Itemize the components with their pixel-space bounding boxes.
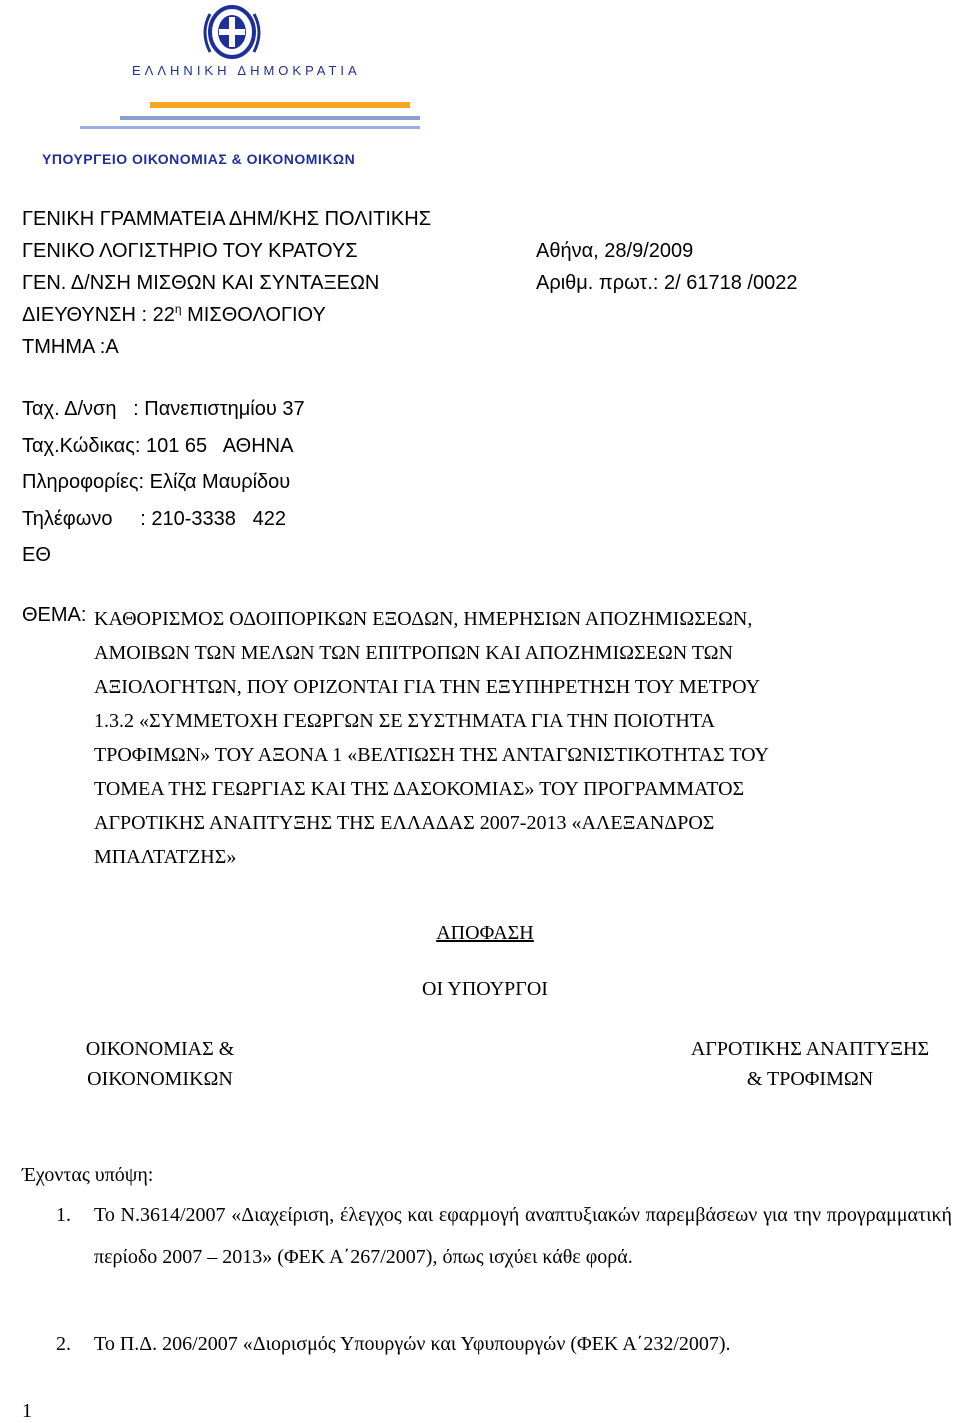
item-text: Το Π.Δ. 206/2007 «Διορισμός Υπουργών και Υφυπουργών (ΦΕΚ Α΄232/2007).	[94, 1333, 731, 1355]
logo-stripe	[80, 126, 420, 129]
address-postal: Ταχ.Κώδικας: 101 65 ΑΘΗΝΑ	[22, 434, 294, 457]
subject-line: ΚΑΘΟΡΙΣΜΟΣ ΟΔΟΙΠΟΡΙΚΩΝ ΕΞΟΔΩΝ, ΗΜΕΡΗΣΙΩΝ ΑΠΟΖΗΜΙΩΣΕΩΝ,	[94, 608, 753, 630]
issuer-line: ΓΕΝΙΚΗ ΓΡΑΜΜΑΤΕΙΑ ΔΗΜ/ΚΗΣ ΠΟΛΙΤΙΚΗΣ	[22, 208, 432, 230]
subject-line: ΑΜΟΙΒΩΝ ΤΩΝ ΜΕΛΩΝ ΤΩΝ ΕΠΙΤΡΟΠΩΝ ΚΑΙ ΑΠΟΖΗΜΙΩΣΕΩΝ ΤΩΝ	[94, 642, 733, 664]
subject-label: ΘΕΜΑ:	[22, 604, 87, 626]
protocol-number: Αριθμ. πρωτ.: 2/ 61718 /0022	[536, 272, 798, 294]
considering-item	[56, 1333, 952, 1373]
considering-label: Έχοντας υπόψη:	[22, 1164, 154, 1186]
ministers-heading: ΟΙ ΥΠΟΥΡΓΟΙ	[422, 978, 548, 1000]
date-block	[536, 240, 797, 304]
subject-line: ΜΠΑΛΤΑΤΖΗΣ»	[94, 846, 237, 868]
item-text: Το Ν.3614/2007 «Διαχείριση, έλεγχος και εφαρμογή αναπτυξιακών παρεμβάσεων για την προγραμματική περίοδο 2007 – 2013» (ΦΕΚ Α΄267/2007), όπως ισχύει κάθε φορά.	[94, 1204, 952, 1268]
item-number: 1.	[56, 1204, 71, 1226]
issuer-block	[22, 208, 431, 368]
logo-line2: ΥΠΟΥΡΓΕΙΟ ΟΙΚΟΝΟΜΙΑΣ & ΟΙΚΟΝΟΜΙΚΩΝ	[42, 151, 356, 167]
address-block	[22, 398, 305, 581]
directorate-line: ΔΙΕΥΘΥΝΣΗ : $22^\eta$ ΜΙΣΘΟΛΟΓΙΟΥ	[22, 302, 326, 326]
issuer-line: ΓΕΝΙΚΟ ΛΟΓΙΣΤΗΡΙΟ ΤΟΥ ΚΡΑΤΟΥΣ	[22, 240, 358, 262]
subject-line: ΑΞΙΟΛΟΓΗΤΩΝ, ΠΟΥ ΟΡΙΖΟΝΤΑΙ ΓΙΑ ΤΗΝ ΕΞΥΠΗΡΕΤΗΣΗ ΤΟΥ ΜΕΤΡΟΥ	[94, 676, 761, 698]
issuer-line: ΓΕΝ. Δ/ΝΣΗ ΜΙΣΘΩΝ ΚΑΙ ΣΥΝΤΑΞΕΩΝ	[22, 272, 380, 294]
subject-line: 1.3.2 «ΣΥΜΜΕΤΟΧΗ ΓΕΩΡΓΩΝ ΣΕ ΣΥΣΤΗΜΑΤΑ ΓΙΑ ΤΗΝ ΠΟΙΟΤΗΤΑ	[94, 710, 715, 732]
decision-title: ΑΠΟΦΑΣΗ	[436, 922, 534, 944]
subject-line: ΤΡΟΦΙΜΩΝ» ΤΟΥ ΑΞΟΝΑ 1 «ΒΕΛΤΙΩΣΗ ΤΗΣ ΑΝΤΑΓΩΝΙΣΤΙΚΟΤΗΤΑΣ ΤΟΥ	[94, 744, 769, 766]
address-phone: Τηλέφωνο : 210-3338 422	[22, 507, 286, 530]
subject-line: ΑΓΡΟΤΙΚΗΣ ΑΝΑΠΤΥΞΗΣ ΤΗΣ ΕΛΛΑΔΑΣ 2007-2013 «ΑΛΕΞΑΝΔΡΟΣ	[94, 812, 715, 834]
logo-stripe	[150, 102, 410, 108]
document-date: Αθήνα, 28/9/2009	[536, 240, 694, 262]
item-number: 2.	[56, 1333, 71, 1355]
minister-agriculture: ΑΓΡΟΤΙΚΗΣ ΑΝΑΠΤΥΞΗΣ & ΤΡΟΦΙΜΩΝ	[690, 1038, 930, 1090]
subject-line: ΤΟΜΕΑ ΤΗΣ ΓΕΩΡΓΙΑΣ ΚΑΙ ΤΗΣ ΔΑΣΟΚΟΜΙΑΣ» ΤΟΥ ΠΡΟΓΡΑΜΜΑΤΟΣ	[94, 778, 745, 800]
logo-line1: ΕΛΛΗΝΙΚΗ ΔΗΜΟΚΡΑΤΙΑ	[132, 63, 361, 78]
minister-finance: ΟΙΚΟΝΟΜΙΑΣ & ΟΙΚΟΝΟΜΙΚΩΝ	[85, 1038, 235, 1090]
page-number: 1	[22, 1400, 32, 1422]
logo-stripe	[120, 116, 420, 120]
ministry-logo	[40, 4, 430, 174]
greek-state-emblem-icon	[40, 4, 430, 174]
subject-body	[94, 602, 958, 874]
address-info: Πληροφορίες: Ελίζα Μαυρίδου	[22, 471, 291, 493]
address-code: ΕΘ	[22, 544, 51, 566]
considering-item	[56, 1204, 952, 1330]
address-street: Ταχ. Δ/νση : Πανεπιστημίου 37	[22, 398, 305, 420]
section-line: ΤΜΗΜΑ :Α	[22, 336, 119, 358]
